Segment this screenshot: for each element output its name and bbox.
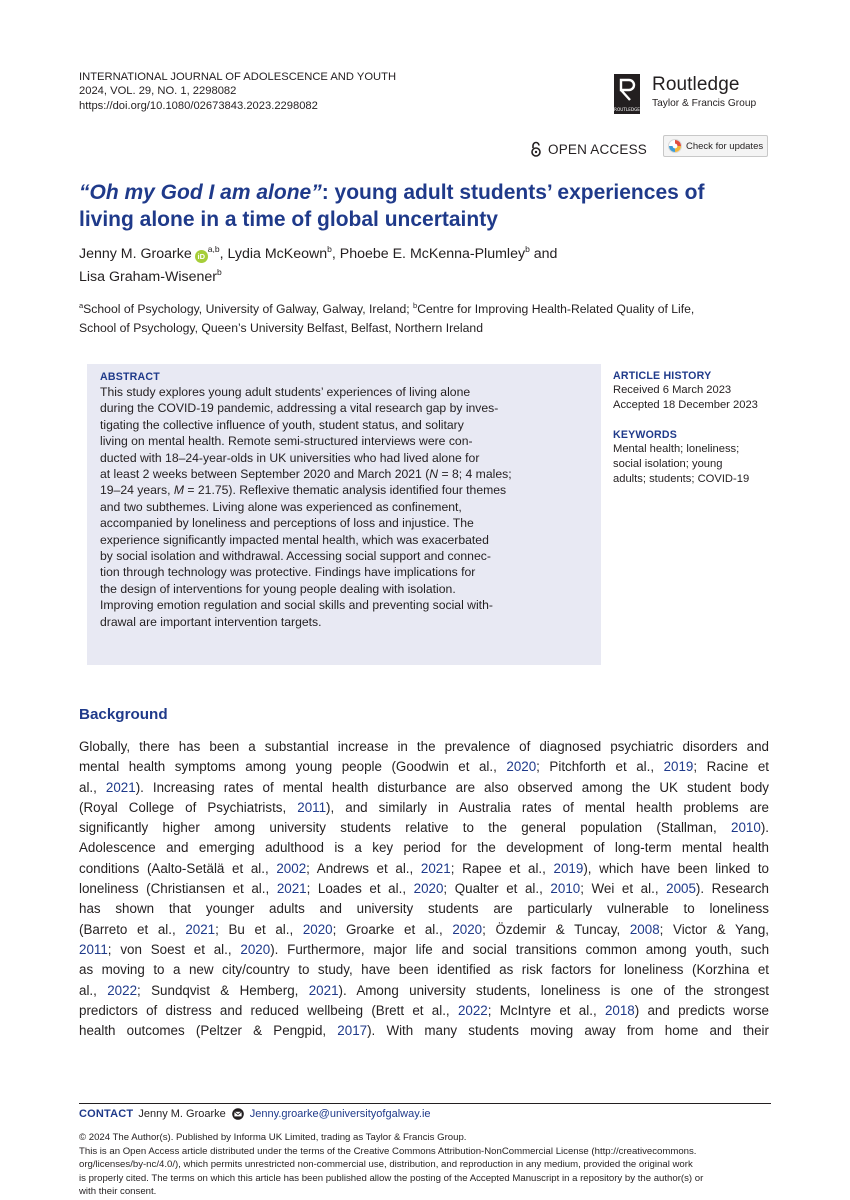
body-line (79, 899, 769, 919)
contact-label: CONTACT (79, 1108, 134, 1120)
abstract-line: accompanied by loneliness and perceptions of loss and injustice. The (100, 516, 474, 531)
body-text-fragment: (Barreto et al., (79, 921, 186, 937)
article-history-heading: ARTICLE HISTORY (613, 370, 712, 382)
body-line (79, 757, 769, 777)
section-heading-background: Background (79, 706, 168, 723)
citation-link[interactable]: 2002 (276, 860, 307, 876)
citation-link[interactable]: 2008 (629, 921, 660, 937)
body-line (79, 737, 769, 757)
abstract-line: living on mental health. Remote semi-structured interviews were con- (100, 434, 473, 449)
journal-volume: 2024, VOL. 29, NO. 1, 2298082 (79, 85, 237, 98)
citation-link[interactable]: 2020 (452, 921, 483, 937)
citation-link[interactable]: 2022 (457, 1002, 488, 1018)
title-line2: living alone in a time of global uncertainty (79, 208, 498, 231)
citation-link[interactable]: 2010 (731, 820, 761, 836)
abstract-fragment: = 21.75). Reflexive thematic analysis identified four themes (184, 483, 507, 498)
citation-link[interactable]: 2018 (604, 1002, 635, 1018)
body-text-fragment: ; Qualter et al., (443, 881, 551, 897)
author-affil-sup: b (216, 266, 222, 277)
body-text-fragment: Globally, there has been a substantial increase in the prevalence of diagnosed psychiatric disorders and (79, 739, 769, 754)
abstract-var: N (429, 467, 439, 482)
citation-link[interactable]: 2011 (297, 799, 327, 815)
citation-link[interactable]: 2021 (185, 921, 216, 937)
keywords-line: Mental health; loneliness; (613, 443, 740, 455)
abstract-line (100, 482, 588, 498)
citation-link[interactable]: 2021 (420, 860, 451, 876)
author-affil-sup: b (327, 244, 332, 254)
keywords-line: adults; students; COVID-19 (613, 473, 750, 485)
body-line (79, 778, 769, 798)
abstract-line: tigating the collective influence of youth, student status, and solitary (100, 417, 464, 432)
accepted-date: Accepted 18 December 2023 (613, 399, 758, 411)
citation-link[interactable]: 2020 (240, 941, 271, 957)
body-line (79, 960, 769, 980)
copyright-notice (79, 1131, 771, 1199)
citation-link[interactable]: 2021 (308, 982, 339, 998)
body-text-fragment: ). (760, 820, 769, 836)
abstract-fragment: 19–24 years, (100, 483, 174, 498)
body-text-fragment: as moving to a new city/country to study, have been identified as risk factors for loneliness (Korzhina et (79, 962, 769, 978)
author-name[interactable]: Jenny M. Groarke (79, 246, 192, 262)
body-text-fragment: ). With many students moving away from home and their (367, 1023, 769, 1039)
citation-link[interactable]: 2019 (553, 860, 584, 876)
abstract-line: ducted with 18–24-year-olds in UK universities who had lived alone for (100, 450, 480, 465)
author-affil-sup: b (525, 244, 530, 254)
abstract-text (100, 384, 588, 630)
body-line (79, 859, 769, 879)
abstract-line: Improving emotion regulation and social skills and preventing social with- (100, 598, 493, 613)
article-meta-sidebar (613, 370, 773, 487)
body-text-fragment: ), and similarly in Australia rates of mental health problems are (326, 799, 769, 815)
check-for-updates-label: Check for updates (686, 140, 764, 152)
body-text-fragment: ; Bu et al., (215, 921, 303, 937)
author-list (79, 243, 769, 288)
body-line (79, 1021, 769, 1041)
abstract-line: the design of interventions for young people dealing with isolation. (100, 581, 456, 596)
body-text-fragment: ). Furthermore, major life and social transitions common among youth, such (270, 941, 770, 957)
body-line (79, 838, 769, 858)
contact-email-link[interactable]: Jenny.groarke@universityofgalway.ie (249, 1108, 431, 1120)
contact-line (79, 1108, 431, 1120)
citation-link[interactable]: 2021 (105, 779, 136, 795)
citation-link[interactable]: 2021 (276, 881, 307, 897)
body-text-fragment: ; McIntyre et al., (487, 1002, 605, 1018)
body-text-fragment: loneliness (Christiansen et al., (79, 881, 277, 897)
body-line (79, 818, 769, 838)
copyright-line: org/licenses/by-nc/4.0/), which permits unrestricted non-commercial use, distribution, and reproduction in any medium, provided the original work (79, 1159, 693, 1171)
author-separator: and (529, 246, 558, 262)
envelope-icon (231, 1108, 245, 1120)
open-access-label: OPEN ACCESS (548, 141, 647, 157)
body-text-fragment: ; Wei et al., (580, 881, 667, 897)
body-text-fragment: ; Sundqvist & Hemberg, (137, 982, 309, 998)
publisher-name: Routledge (652, 74, 740, 95)
body-text-fragment: ; Andrews et al., (306, 860, 421, 876)
abstract-box (87, 364, 601, 665)
body-text-fragment: significantly higher among university students relative to the general population (Stallman, (79, 820, 732, 836)
citation-link[interactable]: 2011 (79, 941, 108, 957)
keywords-line: social isolation; young (613, 458, 723, 470)
body-line (79, 798, 769, 818)
abstract-line: during the COVID-19 pandemic, addressing a vital research gap by inves- (100, 401, 499, 416)
body-text-fragment: ) and predicts worse (634, 1002, 769, 1018)
publisher-group: Taylor & Francis Group (652, 98, 757, 109)
affiliations (79, 300, 779, 337)
article-title (79, 179, 769, 233)
copyright-line: This is an Open Access article distributed under the terms of the Creative Commons Attribution-NonCommercial License (http://creativecommons. (79, 1145, 697, 1157)
body-line (79, 879, 769, 899)
affil-sup: b (413, 301, 418, 310)
body-text-fragment: al., (79, 779, 106, 795)
copyright-line: with their consent. (79, 1186, 157, 1198)
abstract-line: by social isolation and withdrawal. Accessing social support and connec- (100, 549, 491, 564)
body-text-fragment: conditions (Aalto-Setälä et al., (79, 860, 277, 876)
title-line1: : young adult students’ experiences of (321, 181, 705, 204)
body-text-fragment: Adolescence and emerging adulthood is a key period for the development of long-term mental health (79, 840, 769, 856)
body-text-fragment: ; von Soest et al., (107, 941, 241, 957)
body-text-fragment: predictors of distress and reduced wellbeing (Brett et al., (79, 1002, 458, 1018)
abstract-line: This study explores young adult students’ experiences of living alone (100, 385, 471, 399)
body-text-fragment: (Royal College of Psychiatrists, (79, 799, 298, 815)
abstract-line: tion through technology was protective. Findings have implications for (100, 565, 476, 580)
body-text-fragment: ; Özdemir & Tuncay, (482, 921, 630, 937)
footer-rule (79, 1103, 771, 1104)
body-text-fragment: ; Groarke et al., (332, 921, 453, 937)
body-text-fragment: health outcomes (Peltzer & Pengpid, (79, 1023, 338, 1039)
affil-b: Centre for Improving Health-Related Quality of Life, (417, 302, 695, 316)
citation-link[interactable]: 2010 (550, 881, 581, 897)
citation-link[interactable]: 2020 (506, 759, 537, 775)
journal-header (79, 70, 396, 113)
abstract-fragment: at least 2 weeks between September 2020 and March 2021 ( (100, 467, 430, 482)
check-for-updates-button[interactable] (663, 135, 768, 157)
copyright-line: © 2024 The Author(s). Published by Informa UK Limited, trading as Taylor & Francis Group. (79, 1132, 467, 1143)
abstract-heading: ABSTRACT (100, 371, 160, 383)
title-quote: “Oh my God I am alone” (79, 181, 322, 204)
abstract-fragment: = 8; 4 males; (438, 467, 512, 482)
abstract-line (100, 466, 588, 482)
open-access-badge (530, 139, 647, 159)
body-text-fragment: has shown that younger adults and university students are particularly vulnerable to loneliness (79, 901, 769, 917)
body-text-fragment: ), which have been linked to (583, 860, 769, 876)
citation-link[interactable]: 2020 (413, 881, 444, 897)
body-text-fragment: ; Victor & Yang, (659, 921, 769, 937)
journal-name: INTERNATIONAL JOURNAL OF ADOLESCENCE AND YOUTH (79, 71, 397, 83)
crossmark-icon (668, 139, 682, 153)
body-text-fragment: ; Loades et al., (306, 881, 414, 897)
affil-a: School of Psychology, University of Galway, Galway, Ireland; (83, 302, 414, 316)
body-text-fragment: ). Among university students, loneliness is one of the strongest (338, 982, 769, 998)
publisher-mark-text: ROUTLEDGE (614, 107, 640, 112)
body-line (79, 940, 769, 960)
citation-link[interactable]: 2022 (107, 982, 138, 998)
publisher-logo (614, 72, 784, 118)
body-text-fragment: ). Increasing rates of mental health disturbance are also observed among the UK student body (135, 779, 769, 795)
author-name[interactable]: Lisa Graham-Wisener (79, 268, 217, 285)
affil-sup: a (79, 301, 84, 310)
citation-link[interactable]: 2005 (666, 881, 696, 897)
abstract-line: experience significantly impacted mental health, which was exacerbated (100, 532, 489, 547)
background-body (79, 737, 769, 1041)
body-line (79, 920, 769, 940)
routledge-mark-icon (614, 74, 640, 114)
author-name[interactable]: Lydia McKeown (227, 246, 328, 262)
affil-b-line2: School of Psychology, Queen’s University Belfast, Belfast, Northern Ireland (79, 320, 483, 335)
author-separator: , (331, 246, 340, 262)
body-text-fragment: ; Pitchforth et al., (536, 759, 664, 775)
citation-link[interactable]: 2019 (663, 759, 694, 775)
orcid-icon[interactable]: iD (195, 250, 208, 263)
body-text-fragment: al., (79, 982, 108, 998)
citation-link[interactable]: 2017 (337, 1023, 368, 1039)
keywords-heading: KEYWORDS (613, 429, 677, 441)
body-text-fragment: ; Rapee et al., (450, 860, 554, 876)
doi-link[interactable]: https://doi.org/10.1080/02673843.2023.2298082 (79, 99, 318, 112)
body-text-fragment: ). Research (695, 881, 769, 897)
author-affil-sup: a,b (207, 244, 220, 254)
received-date: Received 6 March 2023 (613, 384, 732, 396)
author-separator: , (219, 246, 228, 262)
body-text-fragment: mental health symptoms among young people (Goodwin et al., (79, 759, 507, 775)
body-text-fragment: ; Racine et (693, 759, 769, 775)
author-name[interactable]: Phoebe E. McKenna-Plumley (339, 246, 526, 262)
abstract-var: M (173, 483, 185, 498)
abstract-line: and two subthemes. Living alone was experienced as confinement, (100, 499, 462, 514)
body-line (79, 1001, 769, 1021)
abstract-line: drawal are important intervention targets. (100, 614, 322, 629)
open-lock-icon (530, 141, 542, 157)
contact-name: Jenny M. Groarke (138, 1108, 226, 1120)
citation-link[interactable]: 2020 (302, 921, 333, 937)
body-line (79, 981, 769, 1001)
copyright-line: is properly cited. The terms on which this article has been published allow the posting of the Accepted Manuscript in a repository by the author(s) or (79, 1172, 704, 1184)
